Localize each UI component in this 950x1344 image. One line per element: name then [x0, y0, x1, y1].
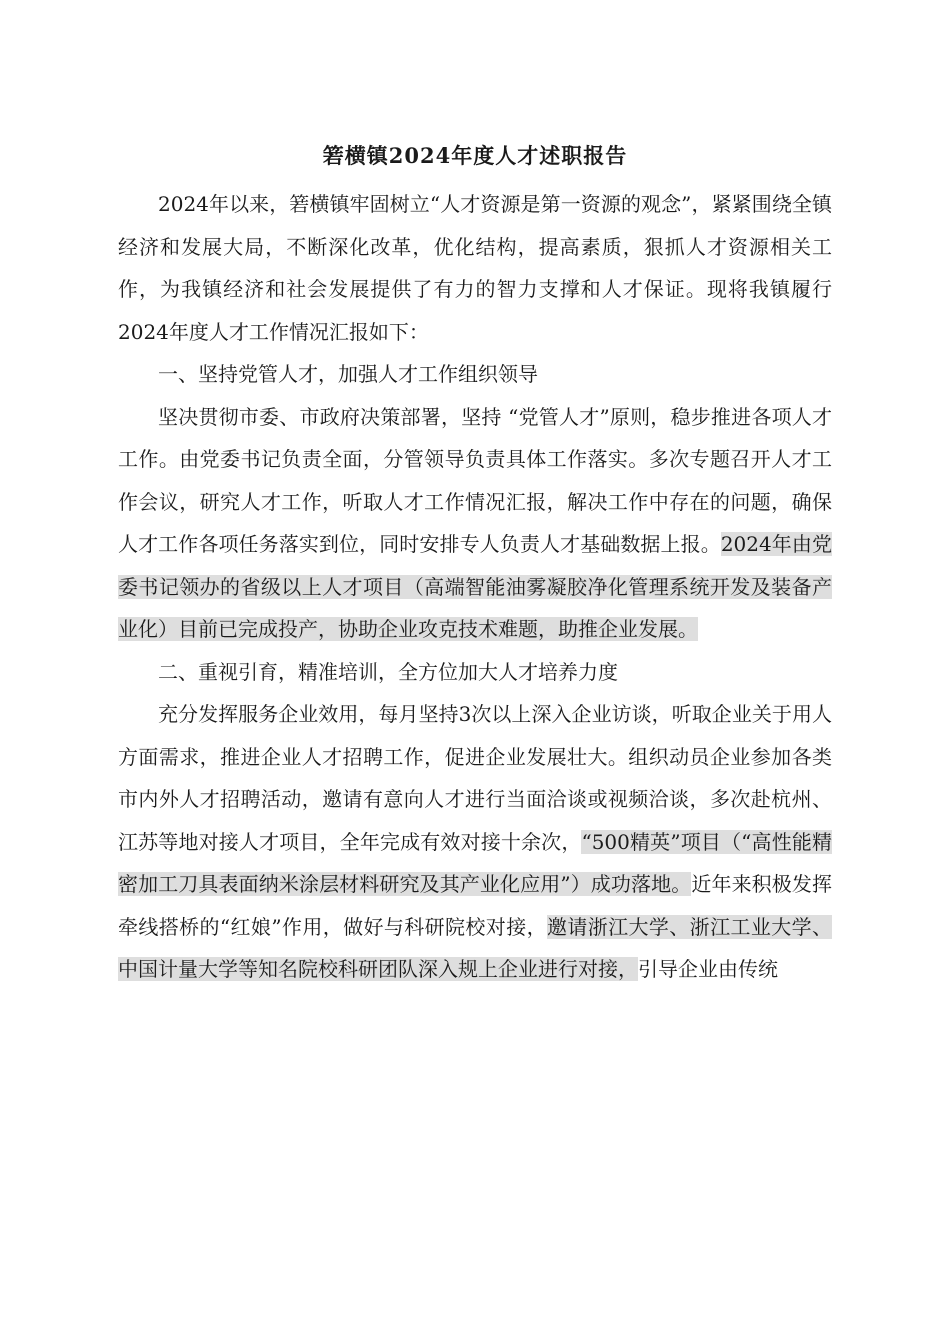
section-2-text: 近年来积极发挥牵线搭桥的“红娘”作用，做好与科研院校对接，: [118, 872, 833, 939]
document-body: [118, 183, 832, 991]
highlighted-text: 邀请浙江大学、浙江工业大学、中国计量大学等知名院校科研团队深入规上企业进行对接，: [118, 914, 833, 981]
section-2-text: 引导企业由传统: [638, 957, 778, 981]
section-heading-2: 二、重视引育，精准培训，全方位加大人才培养力度: [158, 659, 618, 684]
highlighted-text: “500精英”项目（“高性能精密加工刀具表面纳米涂层材料研究及其产业化应用”）成功落地。: [118, 829, 832, 896]
section-2-text: 充分发挥服务企业效用，每月坚持3次以上深入企业访谈，听取企业关于用人方面需求，推进企业人才招聘工作，促进企业发展壮大。组织动员企业参加各类市内外人才招聘活动，邀请有意向人才进行当面洽谈或视频洽谈，多次赴杭州、江苏等地对接人才项目，全年完成有效对接十余次，: [118, 702, 832, 854]
section-1-text: 坚决贯彻市委、市政府决策部署，坚持 “党管人才”原则，稳步推进各项人才工作。由党委书记负责全面，分管领导负责具体工作落实。多次专题召开人才工作会议，研究人才工作，听取人才工作情况汇报，解决工作中存在的问题，确保人才工作各项任务落实到位，同时安排专人负责人才基础数据上报。: [118, 404, 832, 556]
section-heading-1: 一、坚持党管人才，加强人才工作组织领导: [158, 362, 538, 386]
highlighted-text: 2024年由党委书记领办的省级以上人才项目（高端智能油雾凝胶净化管理系统开发及装备产业化）目前已完成投产，协助企业攻克技术难题，助推企业发展。: [118, 532, 832, 641]
section-2-paragraph: [118, 693, 832, 991]
section-1-paragraph: [118, 396, 832, 651]
document-title: 箬横镇2024年度人才述职报告: [322, 143, 628, 168]
intro-paragraph: 2024年以来，箬横镇牢固树立“人才资源是第一资源的观念”，紧紧围绕全镇经济和发展大局，不断深化改革，优化结构，提高素质，狠抓人才资源相关工作，为我镇经济和社会发展提供了有力的智力支撑和人才保证。现将我镇履行2024年度人才工作情况汇报如下：: [118, 192, 832, 344]
